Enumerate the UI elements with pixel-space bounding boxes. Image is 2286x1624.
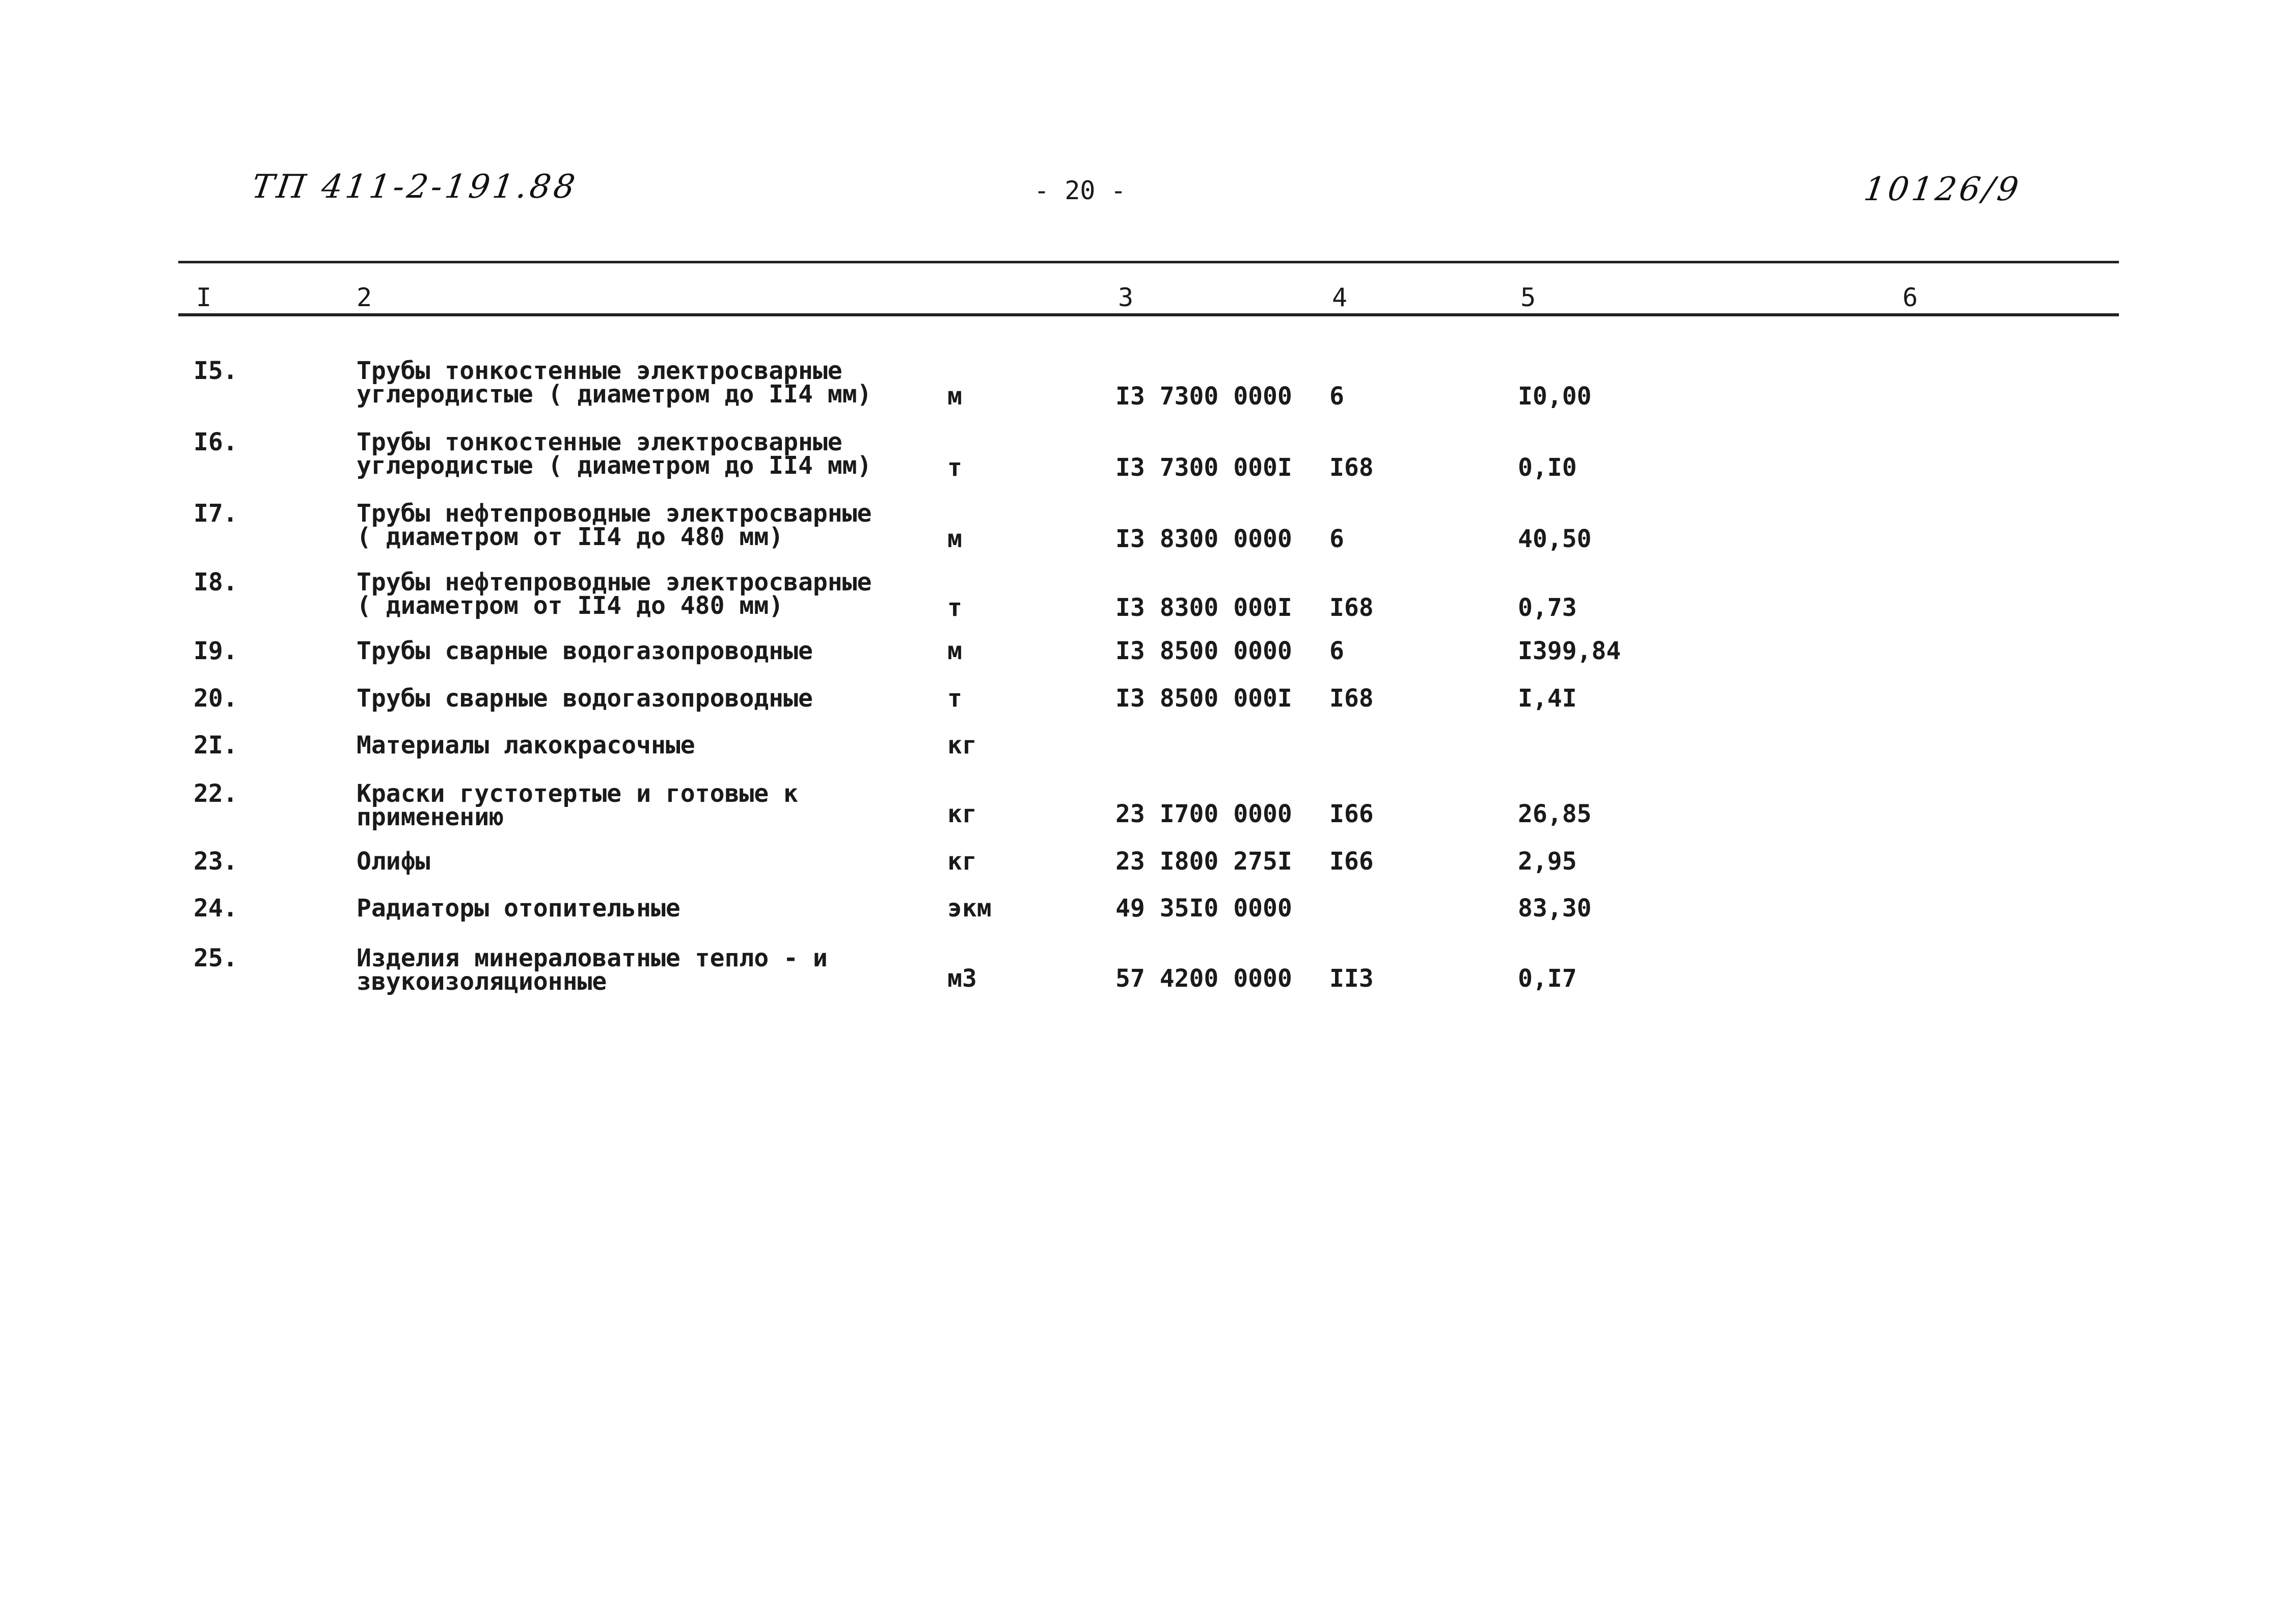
- product-code: I3 8500 0000: [1115, 637, 1292, 665]
- row-number: I8.: [194, 568, 238, 597]
- row-number: I7.: [194, 499, 238, 528]
- table-row: [0, 946, 2286, 1008]
- item-name: [357, 639, 813, 663]
- item-name: [357, 731, 695, 760]
- product-code: I3 8500 000I: [1115, 684, 1292, 713]
- column-header-6: 6: [1902, 283, 1918, 312]
- item-name-line-2: углеродистые ( диаметром до II4 мм): [357, 380, 872, 409]
- row-number: I5.: [194, 357, 238, 385]
- quantity-value: 83,30: [1518, 894, 1592, 923]
- unit: м: [947, 382, 962, 411]
- item-name-line-2: углеродистые ( диаметром до II4 мм): [357, 451, 872, 480]
- product-code: I3 8300 0000: [1115, 525, 1292, 553]
- quantity-value: 26,85: [1518, 800, 1592, 828]
- table-row: [0, 779, 2286, 843]
- item-name-line-1: Олифы: [357, 847, 430, 876]
- table-row: [0, 430, 2286, 492]
- row-number: 23.: [194, 847, 238, 876]
- table-row: [0, 568, 2286, 632]
- column-4-value: I66: [1329, 847, 1374, 876]
- item-name-line-1: Краски густотертые и готовые к: [357, 779, 798, 808]
- row-number: 20.: [194, 684, 238, 713]
- product-code: 49 35I0 0000: [1115, 894, 1292, 923]
- unit: т: [947, 453, 962, 482]
- quantity-value: 0,I7: [1518, 964, 1577, 993]
- row-number: I6.: [194, 428, 238, 456]
- item-name-line-1: Трубы тонкостенные электросварные: [357, 428, 842, 456]
- column-header-5: 5: [1520, 283, 1536, 312]
- column-header-2: 2: [357, 283, 372, 312]
- product-code: 23 I800 275I: [1115, 847, 1292, 876]
- product-code: 23 I700 0000: [1115, 800, 1292, 828]
- item-name: [357, 568, 872, 620]
- unit: экм: [947, 894, 992, 923]
- column-header-3: 3: [1118, 283, 1134, 312]
- column-4-value: I68: [1329, 453, 1374, 482]
- item-name-line-2: звукоизоляционные: [357, 967, 607, 996]
- quantity-value: 0,I0: [1518, 453, 1577, 482]
- item-name-line-2: применению: [357, 803, 504, 831]
- unit: м: [947, 525, 962, 553]
- unit: кг: [947, 800, 977, 828]
- unit: м: [947, 637, 962, 665]
- quantity-value: 2,95: [1518, 847, 1577, 876]
- quantity-value: I0,00: [1518, 382, 1592, 411]
- item-name: [357, 944, 828, 996]
- item-name-line-1: Трубы сварные водогазопроводные: [357, 684, 813, 713]
- item-name-line-2: ( диаметром от II4 до 480 мм): [357, 591, 784, 620]
- item-name: [357, 499, 872, 551]
- unit: кг: [947, 847, 977, 876]
- unit: м3: [947, 964, 977, 993]
- document-code: ТП 411-2-191.88: [249, 168, 581, 206]
- item-name-line-1: Изделия минераловатные тепло - и: [357, 944, 828, 972]
- column-4-value: 6: [1329, 637, 1344, 665]
- column-header-4: 4: [1332, 283, 1348, 312]
- product-code: 57 4200 0000: [1115, 964, 1292, 993]
- item-name: [357, 779, 798, 831]
- item-name-line-1: Трубы нефтепроводные электросварные: [357, 499, 872, 528]
- column-4-value: 6: [1329, 525, 1344, 553]
- item-name: [357, 428, 872, 480]
- row-number: 25.: [194, 944, 238, 972]
- column-4-value: I68: [1329, 593, 1374, 622]
- row-number: 2I.: [194, 731, 238, 760]
- product-code: I3 7300 000I: [1115, 453, 1292, 482]
- item-name-line-2: ( диаметром от II4 до 480 мм): [357, 523, 784, 551]
- table-row: [0, 359, 2286, 420]
- column-4-value: II3: [1329, 964, 1374, 993]
- unit: кг: [947, 731, 977, 760]
- quantity-value: 40,50: [1518, 525, 1592, 553]
- column-4-value: 6: [1329, 382, 1344, 411]
- item-name-line-1: Трубы сварные водогазопроводные: [357, 637, 813, 665]
- item-name-line-1: Трубы нефтепроводные электросварные: [357, 568, 872, 597]
- item-name: [357, 894, 681, 923]
- table-top-rule: [178, 261, 2119, 263]
- row-number: 24.: [194, 894, 238, 923]
- item-name-line-1: Материалы лакокрасочные: [357, 731, 695, 760]
- item-name-line-1: Радиаторы отопительные: [357, 894, 681, 923]
- table-header-rule: [178, 313, 2119, 316]
- product-code: I3 7300 0000: [1115, 382, 1292, 411]
- column-4-value: I66: [1329, 800, 1374, 828]
- column-header-1: I: [196, 283, 212, 312]
- quantity-value: 0,73: [1518, 593, 1577, 622]
- item-name-line-1: Трубы тонкостенные электросварные: [357, 357, 842, 385]
- unit: т: [947, 593, 962, 622]
- product-code: I3 8300 000I: [1115, 593, 1292, 622]
- column-4-value: I68: [1329, 684, 1374, 713]
- item-name: [357, 847, 430, 876]
- row-number: I9.: [194, 637, 238, 665]
- quantity-value: I399,84: [1518, 637, 1621, 665]
- quantity-value: I,4I: [1518, 684, 1577, 713]
- row-number: 22.: [194, 779, 238, 808]
- item-name: [357, 684, 813, 713]
- sheet-number: 10126/9: [1861, 171, 2024, 208]
- page-number: - 20 -: [1034, 176, 1126, 205]
- item-name: [357, 357, 872, 409]
- unit: т: [947, 684, 962, 713]
- table-row: [0, 499, 2286, 563]
